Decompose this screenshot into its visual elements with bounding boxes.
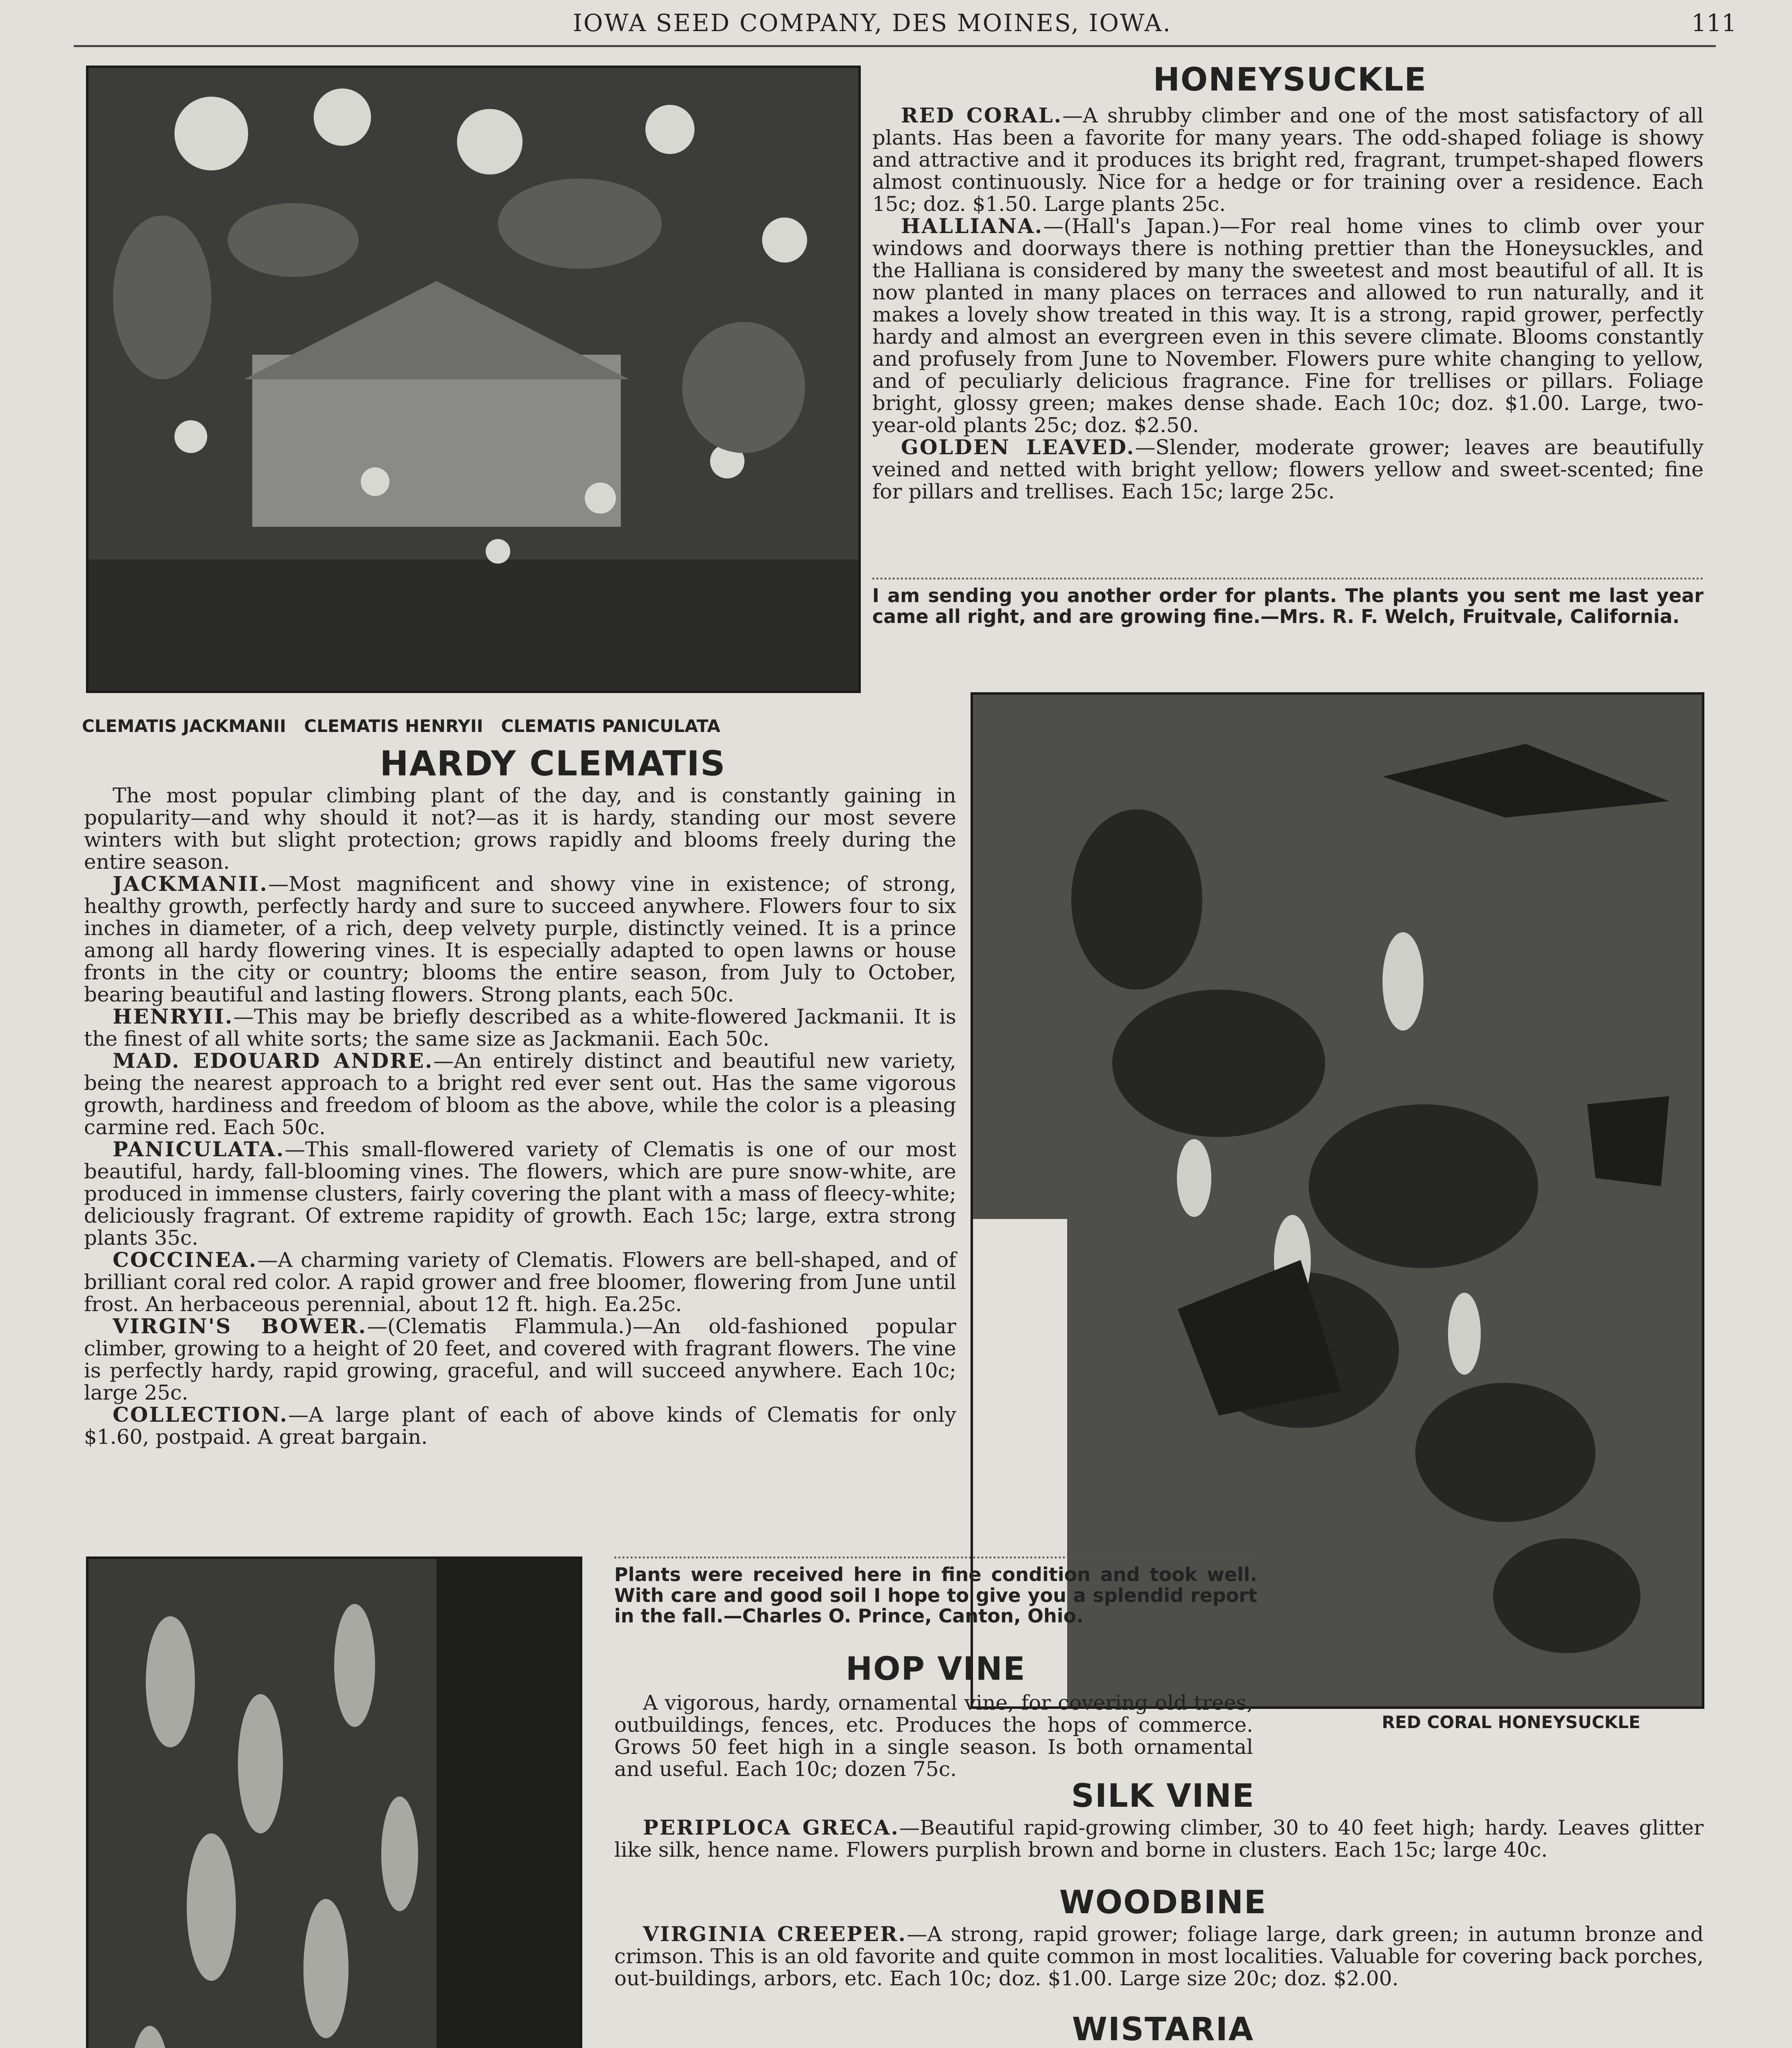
hardy-clematis-title: HARDY CLEMATIS xyxy=(380,743,726,784)
clematis-illustration xyxy=(86,66,861,693)
silk-vine-title: SILK VINE xyxy=(1071,1778,1255,1815)
silk-vine-entry: PERIPLOCA GRECA.—Beautiful rapid-growing climber, 30 to 40 feet high; hardy. Leaves glitter like silk, hence name. Flowers purplish brown and borne in clusters. Each 15c; large 40c. xyxy=(614,1815,1704,1862)
honeysuckle-entries xyxy=(872,104,1704,503)
page-number: 111 xyxy=(1691,9,1737,37)
golden-leaved-entry: GOLDEN LEAVED.—Slender, moderate grower; leaves are beautifully veined and netted with bright yellow; flowers yellow and sweet-scented; fine for pillars and trellises. Each 15c; large 25c. xyxy=(872,435,1704,503)
clematis-intro: The most popular climbing plant of the day, and is constantly gaining in popularity—and why should it not?—as it is hardy, standing our most severe winters with but slight protection; grows rapidly and blooms freely during the entire season. xyxy=(84,784,956,874)
coccinea-entry: COCCINEA.—A charming variety of Clematis. Flowers are bell-shaped, and of brilliant coral red color. A rapid grower and free bloomer, flowering from June until frost. An herbaceous perennial, about 12 ft. high. Ea.25c. xyxy=(84,1248,956,1316)
paniculata-entry: PANICULATA.—This small-flowered variety of Clematis is one of our most beautiful, hardy, fall-blooming vines. The flowers, which are pure snow-white, are produced in immense clusters, fairly covering the plant with a mass of fleecy-white; deliciously fragrant. Of extreme rapidity of growth. Each 15c; large, extra strong plants 35c. xyxy=(84,1137,956,1250)
woodbine-title: WOODBINE xyxy=(1059,1884,1267,1921)
honeysuckle-title: HONEYSUCKLE xyxy=(1153,61,1427,98)
woodbine-entry: VIRGINIA CREEPER.—A strong, rapid grower; foliage large, dark green; in autumn bronze and crimson. This is an old favorite and quite common in most localities. Valuable for covering back porches, out-buildings, arbors, etc. Each 10c; doz. $1.00. Large size 20c; doz. $2.00. xyxy=(614,1922,1704,1990)
hop-vine-title: HOP VINE xyxy=(846,1651,1026,1688)
wistaria-title: WISTARIA xyxy=(1072,2011,1254,2048)
testimonial-prince: Plants were received here in fine condition and took well. With care and good soil I hope to give you a splendid report in the fall.—Charles O. Prince, Canton, Ohio. xyxy=(614,1556,1257,1627)
hop-vine-entry: A vigorous, hardy, ornamental vine, for covering old trees, outbuildings, fences, etc. Produces the hops of commerce. Grows 50 feet high in a single season. Is both ornamental and useful. Each 10c; dozen 75c. xyxy=(614,1691,1253,1781)
hardy-clematis-entries xyxy=(84,784,956,1448)
honeysuckle-caption: RED CORAL HONEYSUCKLE xyxy=(1382,1712,1640,1732)
virgins-bower-entry: VIRGIN'S BOWER.—(Clematis Flammula.)—An old-fashioned popular climber, growing to a height of 20 feet, and covered with fragrant flowers. The vine is perfectly hardy, rapid growing, graceful, and will succeed anywhere. Each 10c; large 25c. xyxy=(84,1314,956,1405)
halliana-entry: HALLIANA.—(Hall's Japan.)—For real home vines to climb over your windows and doorways there is nothing prettier than the Honeysuckles, and the Halliana is considered by many the sweetest and most beautiful of all. It is now planted in many places on terraces and allowed to run naturally, and it makes a lovely show treated in this way. It is a strong, rapid grower, perfectly hardy and almost an evergreen even in this severe climate. Blooms constantly and profusely from June to November. Flowers pure white changing to yellow, and of peculiarly delicious fragrance. Fine for trellises or pillars. Foliage bright, glossy green; makes dense shade. Each 10c; doz. $1.00. Large, two-year-old plants 25c; doz. $2.50. xyxy=(872,214,1704,437)
jackmanii-entry: JACKMANII.—Most magnificent and showy vine in existence; of strong, healthy growth, perfectly hardy and sure to succeed anywhere. Flowers four to six inches in diameter, of a rich, deep velvety purple, distinctly veined. It is a prince among all hardy flowering vines. It is especially adapted to open lawns or house fronts in the city or country; blooms the entire season, from July to October, bearing beautiful and lasting flowers. Strong plants, each 50c. xyxy=(84,872,956,1006)
clematis-caption: CLEMATIS JACKMANII CLEMATIS HENRYII CLEMATIS PANICULATA xyxy=(82,716,721,736)
henryii-entry: HENRYII.—This may be briefly described as a white-flowered Jackmanii. It is the finest of all white sorts; the same size as Jackmanii. Each 50c. xyxy=(84,1004,956,1051)
running-title: IOWA SEED COMPANY, DES MOINES, IOWA. xyxy=(572,9,1172,37)
header-rule xyxy=(74,45,1716,47)
clematis-collection-entry: COLLECTION.—A large plant of each of above kinds of Clematis for only $1.60, postpaid. A great bargain. xyxy=(84,1402,956,1449)
testimonial-welch: I am sending you another order for plants. The plants you sent me last year came all right, and are growing fine.—Mrs. R. F. Welch, Fruitvale, California. xyxy=(872,578,1704,627)
edouard-andre-entry: MAD. EDOUARD ANDRE.—An entirely distinct and beautiful new variety, being the nearest approach to a bright red ever sent out. Has the same vigorous growth, hardiness and freedom of bloom as the above, while the color is a pleasing carmine red. Each 50c. xyxy=(84,1049,956,1139)
wistaria-illustration xyxy=(86,1556,582,2048)
red-coral-entry: RED CORAL.—A shrubby climber and one of the most satisfactory of all plants. Has been a favorite for many years. The odd-shaped foliage is showy and attractive and it produces its bright red, fragrant, trumpet-shaped flowers almost continuously. Nice for a hedge or for training over a residence. Each 15c; doz. $1.50. Large plants 25c. xyxy=(872,103,1704,216)
